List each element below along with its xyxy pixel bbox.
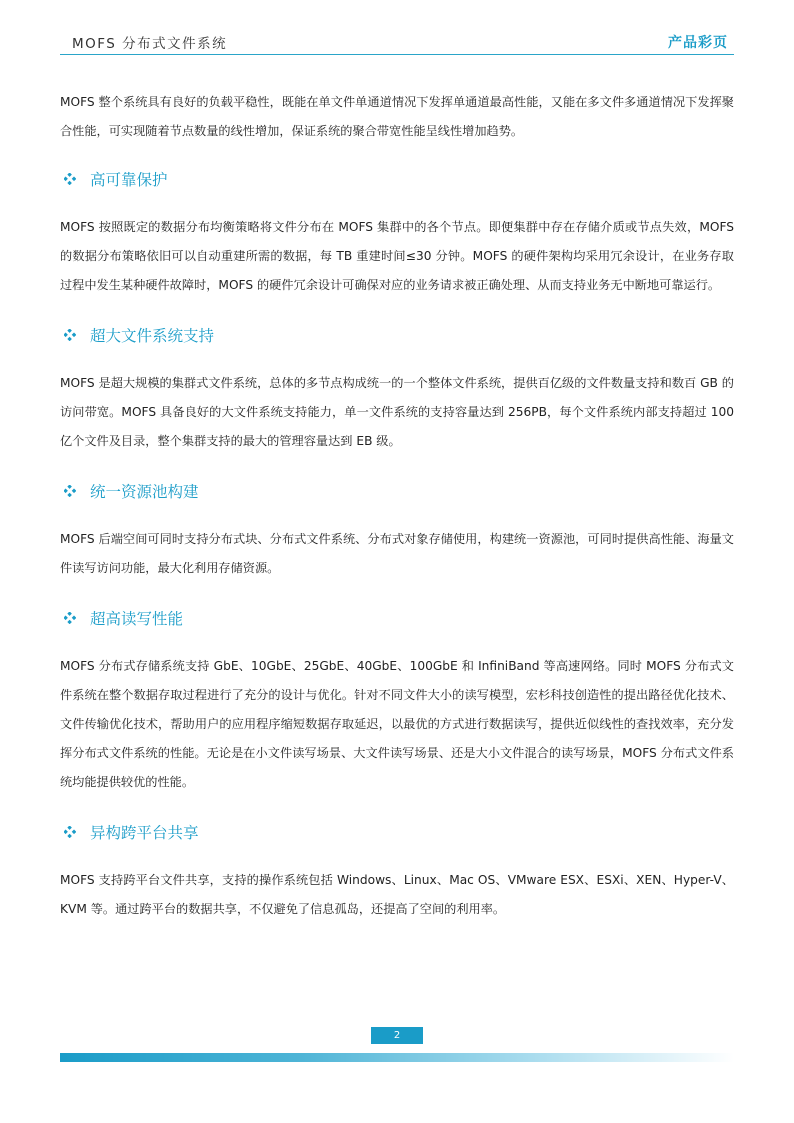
diamond-bullet-icon — [64, 612, 76, 624]
section-heading-large-fs — [60, 320, 734, 350]
section-heading-cross-platform — [60, 817, 734, 847]
section-heading-reliability — [60, 164, 734, 194]
product-title: MOFS 分布式文件系统 — [72, 36, 228, 52]
diamond-bullet-icon — [64, 826, 76, 838]
section-heading-performance — [60, 603, 734, 633]
section-paragraph-resource-pool: MOFS 后端空间可同时支持分布式块、分布式文件系统、分布式对象存储使用，构建统一资源池，可同时提供高性能、海量文件读写访问功能，最大化利用存储资源。 — [60, 532, 734, 575]
section-heading-resource-pool — [60, 476, 734, 506]
section-paragraph-large-fs: MOFS 是超大规模的集群式文件系统，总体的多节点构成统一的一个整体文件系统，提供百亿级的文件数量支持和数百 GB 的访问带宽。MOFS 具备良好的大文件系统支持能力，单一文件系统的支持容量达到 256PB，每个文件系统内部支持超过 100 亿个文件及目录，整个集群支持的最大的管理容量达到 EB 级。 — [60, 376, 734, 448]
section-paragraph-cross-platform: MOFS 支持跨平台文件共享，支持的操作系统包括 Windows、Linux、Mac OS、VMware ESX、ESXi、XEN、Hyper-V、KVM 等。通过跨平台的数据共享，不仅避免了信息孤岛，还提高了空间的利用率。 — [60, 873, 734, 916]
section-heading-text: 异构跨平台共享 — [90, 824, 199, 842]
intro-paragraph: MOFS 整个系统具有良好的负载平稳性，既能在单文件单通道情况下发挥单通道最高性能，又能在多文件多通道情况下发挥聚合性能，可实现随着节点数量的线性增加，保证系统的聚合带宽性能呈线性增加趋势。 — [60, 95, 734, 138]
section-paragraph-reliability: MOFS 按照既定的数据分布均衡策略将文件分布在 MOFS 集群中的各个节点。即便集群中存在存储介质或节点失效，MOFS 的数据分布策略依旧可以自动重建所需的数据，每 TB 重建时间≤30 分钟。MOFS 的硬件架构均采用冗余设计，在业务存取过程中发生某种硬件故障时，MOFS 的硬件冗余设计可确保对应的业务请求被正确处理、从而支持业务无中断地可靠运行。 — [60, 220, 734, 292]
doc-type-label: 产品彩页 — [668, 35, 728, 51]
diamond-bullet-icon — [64, 173, 76, 185]
section-heading-text: 超大文件系统支持 — [90, 327, 215, 345]
footer-gradient-bar — [60, 1053, 734, 1062]
section-paragraph-performance: MOFS 分布式存储系统支持 GbE、10GbE、25GbE、40GbE、100GbE 和 InfiniBand 等高速网络。同时 MOFS 分布式文件系统在整个数据存取过程进行了充分的设计与优化。针对不同文件大小的读写模型，宏杉科技创造性的提出路径优化技术、文件传输优化技术，帮助用户的应用程序缩短数据存取延迟，以最优的方式进行数据读写，提供近似线性的查找效率，充分发挥分布式文件系统的性能。无论是在小文件读写场景、大文件读写场景、还是大小文件混合的读写场景，MOFS 分布式文件系统均能提供较优的性能。 — [60, 659, 734, 789]
page-content — [60, 88, 734, 924]
section-heading-text: 高可靠保护 — [90, 171, 168, 189]
page-number: 2 — [371, 1027, 423, 1044]
section-heading-text: 统一资源池构建 — [90, 483, 199, 501]
page-header — [60, 28, 734, 55]
diamond-bullet-icon — [64, 485, 76, 497]
section-heading-text: 超高读写性能 — [90, 610, 184, 628]
diamond-bullet-icon — [64, 329, 76, 341]
